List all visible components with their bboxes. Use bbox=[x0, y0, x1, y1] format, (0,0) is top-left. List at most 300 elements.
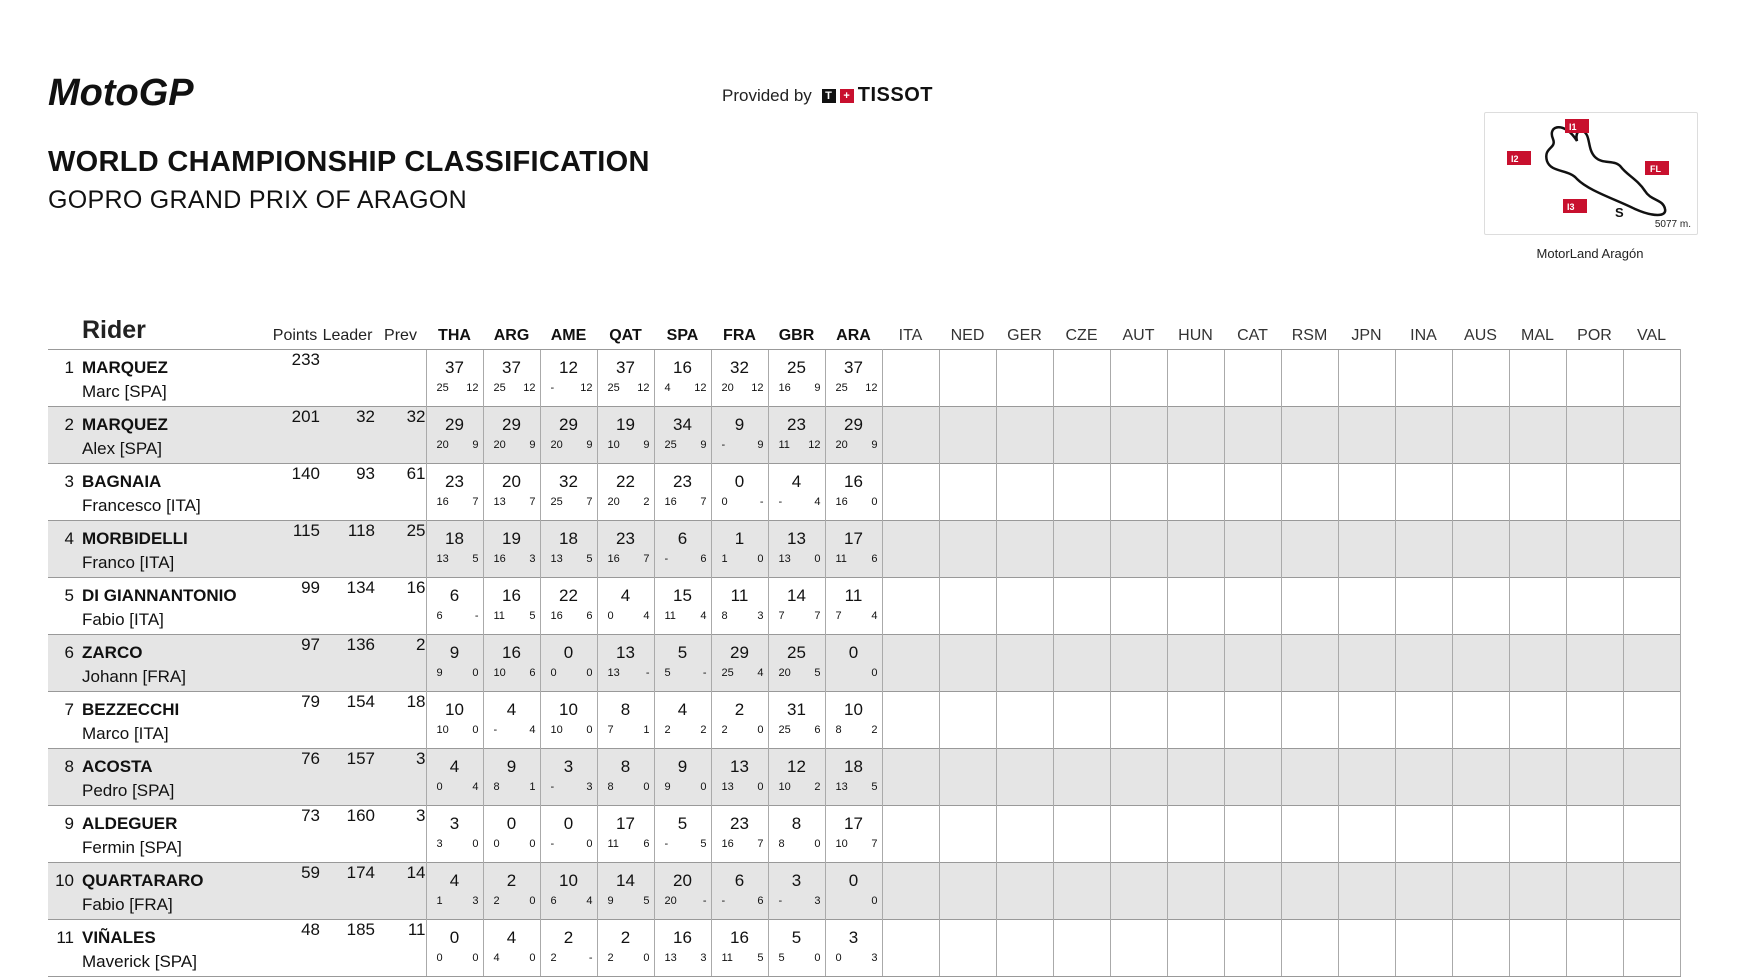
race-sprint-points: 4 bbox=[871, 610, 878, 622]
race-result-cell bbox=[711, 920, 768, 977]
race-result-cell bbox=[597, 749, 654, 806]
race-split bbox=[769, 838, 825, 850]
race-main-points: 20 bbox=[778, 667, 791, 679]
race-split bbox=[541, 895, 597, 907]
future-race-cell bbox=[1281, 692, 1338, 749]
race-sprint-points: 0 bbox=[472, 952, 479, 964]
race-split bbox=[427, 496, 483, 508]
future-race-cell bbox=[1110, 749, 1167, 806]
future-race-cell bbox=[996, 863, 1053, 920]
future-race-cell bbox=[1395, 350, 1452, 407]
race-total: 8 bbox=[620, 757, 631, 776]
race-main-points: 16 bbox=[436, 496, 449, 508]
future-race-cell bbox=[1338, 350, 1395, 407]
rider-position: 11 bbox=[56, 928, 74, 947]
race-main-points: 8 bbox=[835, 724, 842, 736]
future-race-cell bbox=[1395, 407, 1452, 464]
col-points: Points bbox=[272, 327, 318, 344]
race-split bbox=[826, 952, 882, 964]
race-result-cell bbox=[426, 407, 483, 464]
future-race-cell bbox=[939, 578, 996, 635]
race-split bbox=[826, 895, 882, 907]
race-total: 19 bbox=[616, 415, 635, 434]
race-sprint-points: 0 bbox=[529, 952, 536, 964]
track-marker-i1: I1 bbox=[1569, 122, 1577, 132]
race-sprint-points: 3 bbox=[871, 952, 878, 964]
race-total: 14 bbox=[787, 586, 806, 605]
race-sprint-points: 1 bbox=[529, 781, 536, 793]
race-result-cell bbox=[825, 464, 882, 521]
race-split bbox=[655, 382, 711, 394]
future-race-cell bbox=[1509, 749, 1566, 806]
future-race-cell bbox=[1452, 920, 1509, 977]
future-race-cell bbox=[939, 521, 996, 578]
rider-cell bbox=[48, 692, 270, 749]
classification-table bbox=[48, 307, 1681, 977]
race-total: 22 bbox=[616, 472, 635, 491]
table-row bbox=[48, 578, 1680, 635]
race-total: 3 bbox=[563, 757, 574, 776]
race-main-points: - bbox=[550, 781, 555, 793]
future-race-cell bbox=[1338, 692, 1395, 749]
race-result-cell bbox=[825, 920, 882, 977]
race-sprint-points: 12 bbox=[637, 382, 650, 394]
race-total: 20 bbox=[673, 871, 692, 890]
race-main-points: 8 bbox=[721, 610, 728, 622]
future-race-cell bbox=[1338, 464, 1395, 521]
race-main-points: 6 bbox=[550, 895, 557, 907]
race-sprint-points: 5 bbox=[700, 838, 707, 850]
race-main-points: 20 bbox=[721, 382, 734, 394]
track-marker-i3: I3 bbox=[1567, 202, 1575, 212]
rider-first-name: Franco [ITA] bbox=[82, 553, 175, 572]
future-race-cell bbox=[1566, 749, 1623, 806]
track-marker-i2: I2 bbox=[1511, 154, 1519, 164]
race-total: 4 bbox=[506, 700, 517, 719]
race-result-cell bbox=[597, 407, 654, 464]
race-split bbox=[712, 952, 768, 964]
race-main-points: 13 bbox=[493, 496, 506, 508]
race-sprint-points: 6 bbox=[586, 610, 593, 622]
future-race-cell bbox=[1395, 521, 1452, 578]
future-race-cell bbox=[1452, 350, 1509, 407]
rider-last-name: MORBIDELLI bbox=[82, 529, 188, 548]
race-main-points: 0 bbox=[436, 781, 443, 793]
table-row bbox=[48, 806, 1680, 863]
race-split bbox=[427, 952, 483, 964]
col-race-ame: AME bbox=[550, 327, 587, 344]
future-race-cell bbox=[1167, 749, 1224, 806]
race-main-points: 1 bbox=[721, 553, 728, 565]
rider-points: 115 bbox=[270, 521, 320, 578]
track-name: MotorLand Aragón bbox=[1536, 246, 1644, 261]
race-split bbox=[769, 895, 825, 907]
page-title: WORLD CHAMPIONSHIP CLASSIFICATION bbox=[48, 146, 650, 178]
race-sprint-points: 6 bbox=[814, 724, 821, 736]
rider-last-name: VIÑALES bbox=[82, 928, 156, 947]
future-race-cell bbox=[1338, 920, 1395, 977]
race-sprint-points: 0 bbox=[586, 724, 593, 736]
race-result-cell bbox=[483, 863, 540, 920]
race-sprint-points: 0 bbox=[757, 553, 764, 565]
race-result-cell bbox=[825, 806, 882, 863]
race-sprint-points: - bbox=[474, 610, 479, 622]
race-main-points: 5 bbox=[664, 667, 671, 679]
future-race-cell bbox=[1566, 635, 1623, 692]
race-sprint-points: 4 bbox=[814, 496, 821, 508]
rider-points: 97 bbox=[270, 635, 320, 692]
future-race-cell bbox=[939, 635, 996, 692]
future-race-cell bbox=[1623, 920, 1680, 977]
race-sprint-points: 7 bbox=[757, 838, 764, 850]
race-result-cell bbox=[654, 635, 711, 692]
col-race-aut: AUT bbox=[1122, 327, 1155, 344]
future-race-cell bbox=[1224, 806, 1281, 863]
race-result-cell bbox=[426, 635, 483, 692]
race-main-points: 2 bbox=[721, 724, 728, 736]
race-sprint-points: 5 bbox=[586, 553, 593, 565]
future-race-cell bbox=[1509, 407, 1566, 464]
race-result-cell bbox=[597, 806, 654, 863]
race-split bbox=[427, 382, 483, 394]
race-main-points: 8 bbox=[607, 781, 614, 793]
race-sprint-points: 0 bbox=[472, 838, 479, 850]
future-race-cell bbox=[1566, 578, 1623, 635]
race-total: 12 bbox=[559, 358, 578, 377]
race-result-cell bbox=[711, 464, 768, 521]
race-total: 5 bbox=[677, 814, 688, 833]
race-total: 29 bbox=[559, 415, 578, 434]
race-sprint-points: 3 bbox=[700, 952, 707, 964]
race-result-cell bbox=[768, 407, 825, 464]
race-total: 1 bbox=[734, 529, 745, 548]
race-split bbox=[826, 667, 882, 679]
race-main-points: 16 bbox=[721, 838, 734, 850]
race-result-cell bbox=[711, 350, 768, 407]
race-total: 25 bbox=[787, 643, 806, 662]
future-race-cell bbox=[1224, 692, 1281, 749]
table-row bbox=[48, 749, 1680, 806]
race-main-points: 0 bbox=[835, 952, 842, 964]
race-sprint-points: 0 bbox=[529, 838, 536, 850]
race-split bbox=[427, 838, 483, 850]
race-total: 0 bbox=[734, 472, 745, 491]
race-total: 2 bbox=[506, 871, 517, 890]
race-split bbox=[769, 724, 825, 736]
rider-position: 10 bbox=[55, 871, 74, 890]
future-race-cell bbox=[1281, 635, 1338, 692]
future-race-cell bbox=[996, 920, 1053, 977]
race-sprint-points: 6 bbox=[643, 838, 650, 850]
race-main-points: 2 bbox=[550, 952, 557, 964]
race-split bbox=[769, 781, 825, 793]
race-sprint-points: 3 bbox=[814, 895, 821, 907]
rider-last-name: DI GIANNANTONIO bbox=[82, 586, 237, 605]
future-race-cell bbox=[1053, 692, 1110, 749]
race-main-points: 2 bbox=[493, 895, 500, 907]
rider-points: 59 bbox=[270, 863, 320, 920]
future-race-cell bbox=[1224, 920, 1281, 977]
race-total: 16 bbox=[844, 472, 863, 491]
future-race-cell bbox=[1623, 464, 1680, 521]
race-split bbox=[427, 781, 483, 793]
future-race-cell bbox=[882, 635, 939, 692]
future-race-cell bbox=[1110, 521, 1167, 578]
race-split bbox=[598, 553, 654, 565]
race-split bbox=[598, 724, 654, 736]
future-race-cell bbox=[882, 806, 939, 863]
race-main-points: - bbox=[778, 496, 783, 508]
race-result-cell bbox=[483, 521, 540, 578]
future-race-cell bbox=[939, 806, 996, 863]
rider-first-name: Fermin [SPA] bbox=[82, 838, 182, 857]
race-sprint-points: 6 bbox=[871, 553, 878, 565]
track-length: 5077 m. bbox=[1654, 219, 1691, 230]
race-sprint-points: 9 bbox=[871, 439, 878, 451]
future-race-cell bbox=[1224, 578, 1281, 635]
race-main-points: 11 bbox=[721, 952, 733, 964]
future-race-cell bbox=[996, 521, 1053, 578]
future-race-cell bbox=[1053, 578, 1110, 635]
race-total: 29 bbox=[502, 415, 521, 434]
col-race-hun: HUN bbox=[1178, 327, 1213, 344]
rider-points: 79 bbox=[270, 692, 320, 749]
race-result-cell bbox=[597, 521, 654, 578]
race-main-points: - bbox=[550, 382, 555, 394]
rider-last-name: ALDEGUER bbox=[82, 814, 178, 833]
race-result-cell bbox=[540, 578, 597, 635]
race-main-points: - bbox=[721, 895, 726, 907]
race-split bbox=[655, 952, 711, 964]
rider-first-name: Alex [SPA] bbox=[82, 439, 162, 458]
race-result-cell bbox=[711, 749, 768, 806]
race-sprint-points: 7 bbox=[700, 496, 707, 508]
race-main-points: 0 bbox=[436, 952, 443, 964]
race-main-points: - bbox=[664, 553, 669, 565]
race-total: 22 bbox=[559, 586, 578, 605]
race-split bbox=[541, 610, 597, 622]
race-main-points: 9 bbox=[436, 667, 443, 679]
rider-cell bbox=[48, 578, 270, 635]
race-total: 5 bbox=[677, 643, 688, 662]
future-race-cell bbox=[1053, 635, 1110, 692]
race-split bbox=[655, 439, 711, 451]
race-main-points: 13 bbox=[778, 553, 791, 565]
race-result-cell bbox=[825, 749, 882, 806]
race-result-cell bbox=[597, 464, 654, 521]
table-row bbox=[48, 464, 1680, 521]
race-main-points: 25 bbox=[835, 382, 848, 394]
race-total: 9 bbox=[734, 415, 745, 434]
future-race-cell bbox=[1395, 863, 1452, 920]
table-row bbox=[48, 635, 1680, 692]
race-result-cell bbox=[711, 521, 768, 578]
race-split bbox=[541, 781, 597, 793]
race-sprint-points: 2 bbox=[700, 724, 707, 736]
race-main-points: 5 bbox=[778, 952, 785, 964]
future-race-cell bbox=[1224, 863, 1281, 920]
race-total: 18 bbox=[445, 529, 464, 548]
future-race-cell bbox=[939, 749, 996, 806]
race-sprint-points: 4 bbox=[586, 895, 593, 907]
race-sprint-points: 6 bbox=[700, 553, 707, 565]
race-sprint-points: 7 bbox=[871, 838, 878, 850]
race-sprint-points: 0 bbox=[643, 781, 650, 793]
race-result-cell bbox=[768, 635, 825, 692]
race-main-points: 25 bbox=[607, 382, 620, 394]
race-sprint-points: 9 bbox=[586, 439, 593, 451]
rider-points: 48 bbox=[270, 920, 320, 977]
race-result-cell bbox=[654, 692, 711, 749]
race-main-points: 16 bbox=[550, 610, 563, 622]
race-main-points: 13 bbox=[436, 553, 449, 565]
race-total: 6 bbox=[677, 529, 688, 548]
future-race-cell bbox=[1167, 350, 1224, 407]
race-result-cell bbox=[654, 806, 711, 863]
future-race-cell bbox=[1566, 350, 1623, 407]
future-race-cell bbox=[1224, 464, 1281, 521]
race-total: 23 bbox=[445, 472, 464, 491]
race-sprint-points: 5 bbox=[871, 781, 878, 793]
future-race-cell bbox=[882, 692, 939, 749]
future-race-cell bbox=[939, 920, 996, 977]
future-race-cell bbox=[1623, 863, 1680, 920]
race-total: 11 bbox=[730, 586, 749, 605]
race-result-cell bbox=[768, 521, 825, 578]
rider-leader-gap: 93 bbox=[320, 464, 375, 521]
race-main-points: 4 bbox=[493, 952, 500, 964]
future-race-cell bbox=[882, 464, 939, 521]
rider-first-name: Francesco [ITA] bbox=[82, 496, 201, 515]
rider-position: 7 bbox=[64, 700, 74, 719]
race-main-points: 25 bbox=[493, 382, 506, 394]
race-main-points: 11 bbox=[493, 610, 505, 622]
future-race-cell bbox=[1509, 863, 1566, 920]
race-split bbox=[541, 439, 597, 451]
table-row bbox=[48, 920, 1680, 977]
future-race-cell bbox=[1452, 407, 1509, 464]
race-split bbox=[484, 724, 540, 736]
race-result-cell bbox=[540, 806, 597, 863]
future-race-cell bbox=[1566, 692, 1623, 749]
rider-leader-gap: 160 bbox=[320, 806, 375, 863]
future-race-cell bbox=[939, 407, 996, 464]
race-main-points: 13 bbox=[721, 781, 734, 793]
race-sprint-points: - bbox=[759, 496, 764, 508]
race-sprint-points: 0 bbox=[757, 724, 764, 736]
race-result-cell bbox=[597, 692, 654, 749]
race-sprint-points: 3 bbox=[586, 781, 593, 793]
rider-last-name: BAGNAIA bbox=[82, 472, 162, 491]
race-sprint-points: 0 bbox=[472, 724, 479, 736]
race-split bbox=[826, 553, 882, 565]
motogp-logo-text: MotoGP bbox=[48, 74, 194, 110]
race-split bbox=[541, 553, 597, 565]
race-result-cell bbox=[540, 350, 597, 407]
race-split bbox=[712, 382, 768, 394]
race-total: 23 bbox=[730, 814, 749, 833]
race-result-cell bbox=[426, 464, 483, 521]
rider-prev-gap: 14 bbox=[375, 863, 426, 920]
race-total: 4 bbox=[449, 757, 460, 776]
rider-prev-gap bbox=[375, 350, 426, 407]
race-total: 10 bbox=[559, 871, 578, 890]
rider-leader-gap bbox=[320, 350, 375, 407]
race-total: 25 bbox=[787, 358, 806, 377]
race-result-cell bbox=[540, 692, 597, 749]
race-total: 9 bbox=[449, 643, 460, 662]
race-main-points: 20 bbox=[493, 439, 506, 451]
race-split bbox=[826, 781, 882, 793]
future-race-cell bbox=[1281, 350, 1338, 407]
rider-last-name: BEZZECCHI bbox=[82, 700, 180, 719]
race-split bbox=[541, 724, 597, 736]
future-race-cell bbox=[1110, 635, 1167, 692]
race-result-cell bbox=[426, 692, 483, 749]
race-split bbox=[712, 781, 768, 793]
race-sprint-points: 7 bbox=[814, 610, 821, 622]
race-split bbox=[769, 667, 825, 679]
race-main-points: 13 bbox=[550, 553, 563, 565]
future-race-cell bbox=[1281, 578, 1338, 635]
race-total: 16 bbox=[502, 643, 521, 662]
future-race-cell bbox=[1395, 806, 1452, 863]
future-race-cell bbox=[1566, 407, 1623, 464]
race-total: 16 bbox=[730, 928, 749, 947]
future-race-cell bbox=[1110, 407, 1167, 464]
future-race-cell bbox=[1281, 464, 1338, 521]
future-race-cell bbox=[1224, 521, 1281, 578]
col-race-spa: SPA bbox=[666, 327, 699, 344]
race-split bbox=[484, 496, 540, 508]
race-total: 17 bbox=[616, 814, 635, 833]
future-race-cell bbox=[1167, 635, 1224, 692]
race-sprint-points: 3 bbox=[472, 895, 479, 907]
race-main-points: - bbox=[550, 838, 555, 850]
future-race-cell bbox=[1110, 863, 1167, 920]
rider-position: 3 bbox=[64, 472, 74, 491]
future-race-cell bbox=[1509, 350, 1566, 407]
race-sprint-points: 9 bbox=[529, 439, 536, 451]
race-result-cell bbox=[540, 521, 597, 578]
race-result-cell bbox=[825, 635, 882, 692]
col-race-rsm: RSM bbox=[1291, 327, 1328, 344]
future-race-cell bbox=[1452, 464, 1509, 521]
race-split bbox=[712, 496, 768, 508]
future-race-cell bbox=[996, 464, 1053, 521]
race-result-cell bbox=[654, 578, 711, 635]
race-split bbox=[598, 382, 654, 394]
race-total: 3 bbox=[449, 814, 460, 833]
future-race-cell bbox=[1623, 578, 1680, 635]
race-split bbox=[541, 667, 597, 679]
future-race-cell bbox=[1053, 407, 1110, 464]
race-sprint-points: - bbox=[588, 952, 593, 964]
race-sprint-points: 5 bbox=[814, 667, 821, 679]
race-main-points: 20 bbox=[436, 439, 449, 451]
race-sprint-points: 9 bbox=[472, 439, 479, 451]
future-race-cell bbox=[1452, 521, 1509, 578]
future-race-cell bbox=[1623, 521, 1680, 578]
future-race-cell bbox=[1110, 464, 1167, 521]
race-result-cell bbox=[768, 464, 825, 521]
col-prev: Prev bbox=[384, 327, 417, 344]
race-result-cell bbox=[540, 749, 597, 806]
col-rider: Rider bbox=[82, 316, 146, 344]
future-race-cell bbox=[1281, 521, 1338, 578]
future-race-cell bbox=[1338, 407, 1395, 464]
race-sprint-points: 2 bbox=[871, 724, 878, 736]
